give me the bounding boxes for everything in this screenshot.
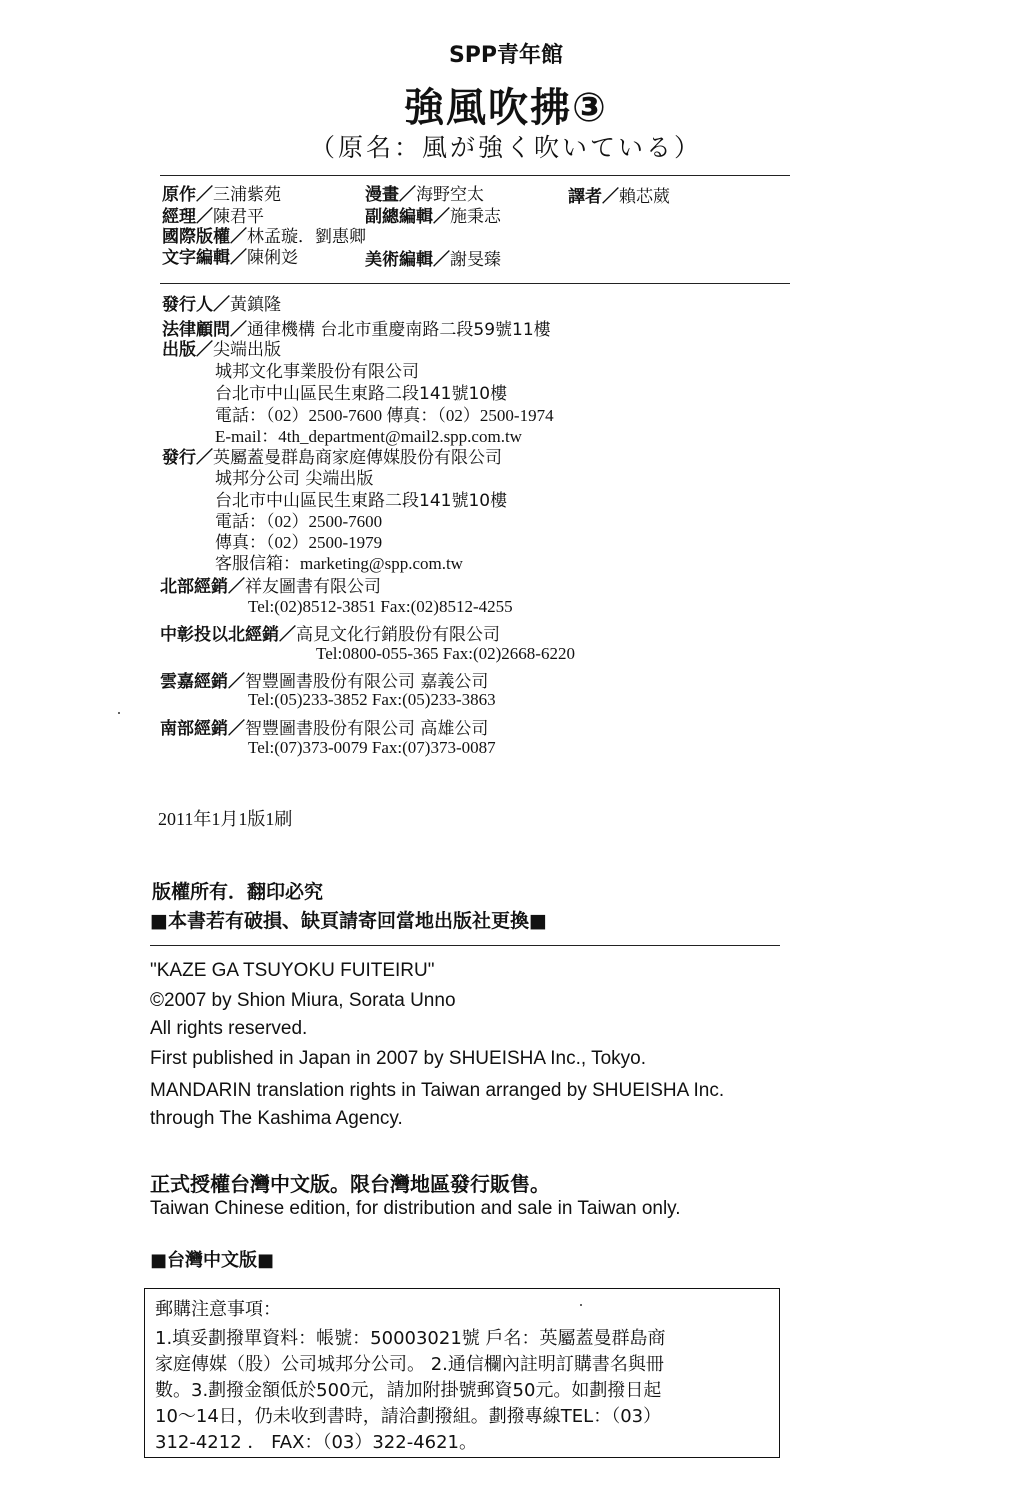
copyright-line: ©2007 by Shion Miura, Sorata Unno — [150, 990, 456, 1011]
original-title: （原名：風が強く吹いている） — [309, 133, 702, 162]
book-title: 強風吹拂③ — [404, 85, 608, 131]
distributor-address: 台北市中山區民生東路二段141號10樓 — [215, 491, 508, 511]
mail-order-line: 1.填妥劃撥單資料：帳號：50003021號 戶名：英屬蓋曼群島商 — [155, 1328, 666, 1349]
credit-rights: 國際版權／林孟璇．劉惠卿 — [162, 227, 366, 247]
publisher-address: 台北市中山區民生東路二段141號10樓 — [215, 384, 508, 404]
central-distributor: 中彰投以北經銷／高見文化行銷股份有限公司 — [160, 625, 500, 645]
publisher-name: 出版／尖端出版 — [162, 340, 281, 360]
distributor: 發行／英屬蓋曼群島商家庭傳媒股份有限公司 — [162, 448, 502, 468]
north-distributor-tel: Tel:(02)8512-3851 Fax:(02)8512-4255 — [248, 597, 513, 616]
speck — [580, 1304, 582, 1306]
credit-text-editor: 文字編輯／陳俐彣 — [162, 248, 298, 268]
translation-rights: MANDARIN translation rights in Taiwan arranged by SHUEISHA Inc. — [150, 1080, 725, 1101]
license-en: Taiwan Chinese edition, for distribution and sale in Taiwan only. — [150, 1198, 681, 1219]
copyright-notice: 版權所有．翻印必究 — [152, 881, 324, 903]
mail-order-line: 10～14日，仍未收到書時，請洽劃撥組。劃撥專線TEL：（03） — [155, 1406, 662, 1427]
divider-top — [160, 175, 790, 176]
central-distributor-tel: Tel:0800-055-365 Fax:(02)2668-6220 — [316, 644, 575, 663]
north-distributor: 北部經銷／祥友圖書有限公司 — [160, 577, 381, 597]
publisher-company: 城邦文化事業股份有限公司 — [215, 362, 419, 382]
mail-order-line: 312-4212 ． FAX：（03）322-4621。 — [155, 1432, 478, 1453]
legal-advisor: 法律顧問／通律機構 台北市重慶南路二段59號11樓 — [162, 320, 551, 340]
issuer: 發行人／黃鎮隆 — [162, 295, 281, 315]
south-distributor: 南部經銷／智豐圖書股份有限公司 高雄公司 — [160, 719, 489, 739]
credit-author: 原作／三浦紫苑 — [162, 185, 281, 205]
damage-notice: ■本書若有破損、缺頁請寄回當地出版社更換■ — [150, 910, 547, 932]
publisher-email: E-mail：4th_department@mail2.spp.com.tw — [215, 427, 522, 446]
mail-order-title: 郵購注意事項： — [155, 1299, 281, 1320]
south-distributor-tel: Tel:(07)373-0079 Fax:(07)373-0087 — [248, 738, 496, 757]
credit-artist: 漫畫／海野空太 — [365, 185, 484, 205]
first-published: First published in Japan in 2007 by SHUEISHA Inc., Tokyo. — [150, 1048, 647, 1069]
original-title-romaji: "KAZE GA TSUYOKU FUITEIRU" — [150, 960, 435, 981]
license-cn: 正式授權台灣中文版。限台灣地區發行販售。 — [150, 1172, 550, 1196]
divider-copyright — [150, 945, 780, 946]
speck — [118, 712, 120, 714]
credit-deputy-editor: 副總編輯／施秉志 — [365, 207, 501, 227]
distributor-service-email: 客服信箱：marketing@spp.com.tw — [215, 554, 463, 573]
distributor-fax: 傳真：（02）2500-1979 — [215, 533, 383, 552]
agency-line: through The Kashima Agency. — [150, 1108, 403, 1129]
mail-order-line: 數。3.劃撥金額低於500元，請加附掛號郵資50元。如劃撥日起 — [155, 1380, 662, 1401]
publisher-phone: 電話：（02）2500-7600 傳真：（02）2500-1974 — [215, 406, 554, 425]
credit-art-editor: 美術編輯／謝旻臻 — [365, 250, 501, 270]
yunjia-distributor: 雲嘉經銷／智豐圖書股份有限公司 嘉義公司 — [160, 672, 489, 692]
divider-credits — [160, 283, 790, 284]
credit-manager: 經理／陳君平 — [162, 207, 264, 227]
credit-translator: 譯者／賴芯葳 — [568, 187, 670, 207]
rights-reserved: All rights reserved. — [150, 1018, 308, 1039]
edition-mark: ■台灣中文版■ — [150, 1250, 275, 1271]
distributor-phone: 電話：（02）2500-7600 — [215, 512, 383, 531]
mail-order-box — [144, 1288, 780, 1458]
series-label: SPP青年館 — [448, 43, 564, 68]
yunjia-distributor-tel: Tel:(05)233-3852 Fax:(05)233-3863 — [248, 690, 496, 709]
mail-order-line: 家庭傳媒（股）公司城邦分公司。 2.通信欄內註明訂購書名與冊 — [155, 1354, 664, 1375]
edition-date: 2011年1月1版1刷 — [158, 809, 293, 829]
distributor-branch: 城邦分公司 尖端出版 — [215, 469, 374, 489]
